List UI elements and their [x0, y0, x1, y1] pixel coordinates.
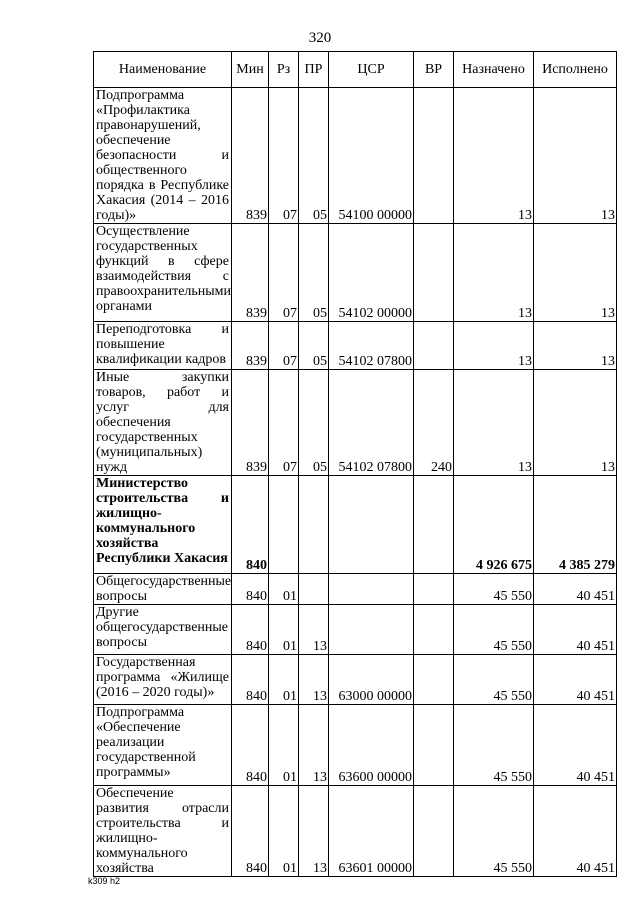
cell-min: 839	[232, 370, 269, 476]
table-row	[94, 705, 617, 786]
cell-vr	[414, 605, 454, 655]
cell-pr: 13	[299, 786, 329, 877]
cell-rz: 01	[269, 574, 299, 605]
footer-code: k309 h2	[88, 876, 121, 886]
cell-min: 840	[232, 574, 269, 605]
table-row	[94, 370, 617, 476]
cell-done: 13	[534, 88, 617, 224]
cell-min: 839	[232, 88, 269, 224]
cell-done: 40 451	[534, 786, 617, 877]
col-header-done: Исполнено	[534, 52, 617, 88]
cell-name: Обеспечение развития отрасли строительства и жилищно-коммунального хозяйства	[94, 786, 232, 877]
col-header-name: Наименование	[94, 52, 232, 88]
cell-min: 840	[232, 705, 269, 786]
cell-name: Общегосударственные вопросы	[94, 574, 232, 605]
table-row	[94, 476, 617, 574]
cell-assigned: 4 926 675	[454, 476, 534, 574]
table-row	[94, 574, 617, 605]
cell-done: 40 451	[534, 705, 617, 786]
cell-pr: 05	[299, 88, 329, 224]
cell-done: 13	[534, 224, 617, 322]
cell-pr: 05	[299, 370, 329, 476]
cell-done: 40 451	[534, 605, 617, 655]
cell-name: Подпрограмма «Профилактика правонарушений, обеспечение безопасности и общественного порядка в Республике Хакасия (2014 – 2016 годы)»	[94, 88, 232, 224]
cell-rz: 07	[269, 322, 299, 370]
cell-csr	[329, 476, 414, 574]
cell-name: Министерство строительства и жилищно-коммунального хозяйства Республики Хакасия	[94, 476, 232, 574]
cell-done: 40 451	[534, 574, 617, 605]
cell-vr	[414, 705, 454, 786]
table-row	[94, 322, 617, 370]
cell-pr: 05	[299, 322, 329, 370]
cell-rz: 07	[269, 224, 299, 322]
cell-done: 40 451	[534, 655, 617, 705]
cell-assigned: 13	[454, 224, 534, 322]
cell-csr	[329, 605, 414, 655]
cell-rz: 01	[269, 655, 299, 705]
cell-csr: 54102 07800	[329, 370, 414, 476]
table-row	[94, 605, 617, 655]
cell-pr: 13	[299, 605, 329, 655]
col-header-min: Мин	[232, 52, 269, 88]
cell-vr: 240	[414, 370, 454, 476]
cell-vr	[414, 574, 454, 605]
cell-rz: 01	[269, 605, 299, 655]
cell-min: 839	[232, 322, 269, 370]
cell-name: Другие общегосударственные вопросы	[94, 605, 232, 655]
cell-name: Подпрограмма «Обеспечение реализации государственной программы»	[94, 705, 232, 786]
cell-csr: 54102 00000	[329, 224, 414, 322]
cell-name: Иные закупки товаров, работ и услуг для обеспечения государственных (муниципальных) нужд	[94, 370, 232, 476]
cell-rz: 07	[269, 370, 299, 476]
cell-csr: 54102 07800	[329, 322, 414, 370]
cell-name: Государственная программа «Жилище (2016 – 2020 годы)»	[94, 655, 232, 705]
col-header-csr: ЦСР	[329, 52, 414, 88]
cell-vr	[414, 322, 454, 370]
cell-csr	[329, 574, 414, 605]
cell-min: 840	[232, 605, 269, 655]
cell-assigned: 45 550	[454, 655, 534, 705]
col-header-vr: ВР	[414, 52, 454, 88]
table-row	[94, 88, 617, 224]
col-header-rz: Рз	[269, 52, 299, 88]
cell-assigned: 45 550	[454, 574, 534, 605]
cell-name: Осуществление государственных функций в сфере взаимодействия с правоохранительными органами	[94, 224, 232, 322]
col-header-pr: ПР	[299, 52, 329, 88]
cell-csr: 63000 00000	[329, 655, 414, 705]
cell-assigned: 45 550	[454, 605, 534, 655]
cell-vr	[414, 655, 454, 705]
cell-rz: 01	[269, 786, 299, 877]
cell-pr: 05	[299, 224, 329, 322]
page-number: 320	[308, 30, 332, 46]
cell-vr	[414, 88, 454, 224]
cell-done: 13	[534, 370, 617, 476]
cell-vr	[414, 476, 454, 574]
table-row	[94, 655, 617, 705]
cell-assigned: 13	[454, 88, 534, 224]
cell-rz: 07	[269, 88, 299, 224]
cell-pr: 13	[299, 705, 329, 786]
cell-vr	[414, 786, 454, 877]
cell-rz: 01	[269, 705, 299, 786]
cell-done: 4 385 279	[534, 476, 617, 574]
cell-min: 840	[232, 655, 269, 705]
cell-done: 13	[534, 322, 617, 370]
table-row	[94, 224, 617, 322]
cell-assigned: 45 550	[454, 786, 534, 877]
cell-pr	[299, 574, 329, 605]
cell-vr	[414, 224, 454, 322]
table-header-row	[94, 52, 617, 88]
cell-pr: 13	[299, 655, 329, 705]
budget-table	[93, 51, 617, 877]
cell-csr: 63600 00000	[329, 705, 414, 786]
cell-csr: 54100 00000	[329, 88, 414, 224]
cell-assigned: 13	[454, 322, 534, 370]
cell-name: Переподготовка и повышение квалификации кадров	[94, 322, 232, 370]
cell-csr: 63601 00000	[329, 786, 414, 877]
cell-rz	[269, 476, 299, 574]
cell-assigned: 45 550	[454, 705, 534, 786]
col-header-assigned: Назначено	[454, 52, 534, 88]
table-row	[94, 786, 617, 877]
cell-min: 840	[232, 786, 269, 877]
cell-pr	[299, 476, 329, 574]
cell-assigned: 13	[454, 370, 534, 476]
cell-min: 840	[232, 476, 269, 574]
cell-min: 839	[232, 224, 269, 322]
